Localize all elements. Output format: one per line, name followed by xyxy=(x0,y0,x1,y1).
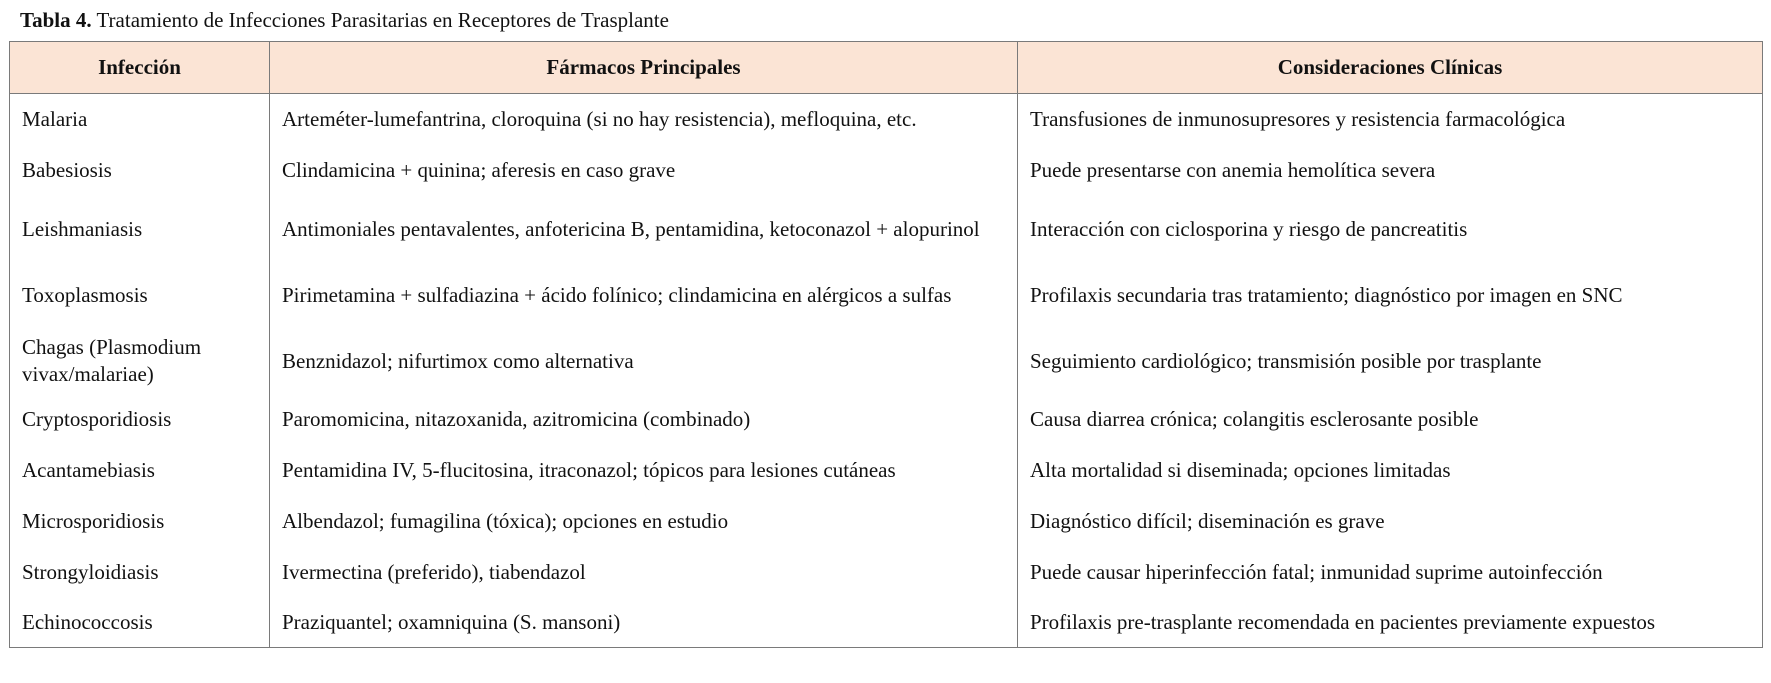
cell-infection: Chagas (Plasmodium vivax/malariae) xyxy=(10,328,270,394)
cell-infection: Leishmaniasis xyxy=(10,196,270,262)
cell-drugs: Arteméter-lumefantrina, cloroquina (si no hay resistencia), mefloquina, etc. xyxy=(270,94,1018,146)
header-considerations: Consideraciones Clínicas xyxy=(1018,42,1763,94)
table-row xyxy=(10,445,1763,496)
cell-infection: Malaria xyxy=(10,94,270,146)
cell-infection: Microsporidiosis xyxy=(10,496,270,547)
cell-considerations: Causa diarrea crónica; colangitis esclerosante posible xyxy=(1018,394,1763,445)
cell-drugs: Clindamicina + quinina; aferesis en caso grave xyxy=(270,145,1018,196)
table-row xyxy=(10,598,1763,648)
cell-considerations: Interacción con ciclosporina y riesgo de pancreatitis xyxy=(1018,196,1763,262)
table-row xyxy=(10,496,1763,547)
cell-infection: Babesiosis xyxy=(10,145,270,196)
caption-label: Tabla 4. xyxy=(20,8,92,32)
cell-infection: Toxoplasmosis xyxy=(10,262,270,328)
table-row xyxy=(10,196,1763,262)
table-row xyxy=(10,547,1763,598)
cell-drugs: Paromomicina, nitazoxanida, azitromicina (combinado) xyxy=(270,394,1018,445)
cell-drugs: Antimoniales pentavalentes, anfotericina B, pentamidina, ketoconazol + alopurinol xyxy=(270,196,1018,262)
table-row xyxy=(10,94,1763,146)
header-drugs: Fármacos Principales xyxy=(270,42,1018,94)
cell-considerations: Alta mortalidad si diseminada; opciones limitadas xyxy=(1018,445,1763,496)
cell-drugs: Praziquantel; oxamniquina (S. mansoni) xyxy=(270,598,1018,648)
table-header-row xyxy=(10,42,1763,94)
table-row xyxy=(10,394,1763,445)
cell-infection: Echinococcosis xyxy=(10,598,270,648)
cell-infection: Cryptosporidiosis xyxy=(10,394,270,445)
cell-drugs: Ivermectina (preferido), tiabendazol xyxy=(270,547,1018,598)
table-row xyxy=(10,262,1763,328)
table-row xyxy=(10,145,1763,196)
table-caption xyxy=(20,6,669,34)
header-infection: Infección xyxy=(10,42,270,94)
cell-considerations: Puede causar hiperinfección fatal; inmunidad suprime autoinfección xyxy=(1018,547,1763,598)
cell-drugs: Albendazol; fumagilina (tóxica); opciones en estudio xyxy=(270,496,1018,547)
cell-considerations: Seguimiento cardiológico; transmisión posible por trasplante xyxy=(1018,328,1763,394)
cell-infection: Acantamebiasis xyxy=(10,445,270,496)
cell-considerations: Diagnóstico difícil; diseminación es grave xyxy=(1018,496,1763,547)
cell-considerations: Transfusiones de inmunosupresores y resistencia farmacológica xyxy=(1018,94,1763,146)
cell-drugs: Benznidazol; nifurtimox como alternativa xyxy=(270,328,1018,394)
cell-infection: Strongyloidiasis xyxy=(10,547,270,598)
cell-considerations: Puede presentarse con anemia hemolítica severa xyxy=(1018,145,1763,196)
cell-considerations: Profilaxis secundaria tras tratamiento; diagnóstico por imagen en SNC xyxy=(1018,262,1763,328)
treatment-table xyxy=(9,41,1763,648)
caption-title: Tratamiento de Infecciones Parasitarias en Receptores de Trasplante xyxy=(91,8,669,32)
cell-drugs: Pentamidina IV, 5-flucitosina, itraconazol; tópicos para lesiones cutáneas xyxy=(270,445,1018,496)
cell-drugs: Pirimetamina + sulfadiazina + ácido folínico; clindamicina en alérgicos a sulfas xyxy=(270,262,1018,328)
cell-considerations: Profilaxis pre-trasplante recomendada en pacientes previamente expuestos xyxy=(1018,598,1763,648)
table-row xyxy=(10,328,1763,394)
